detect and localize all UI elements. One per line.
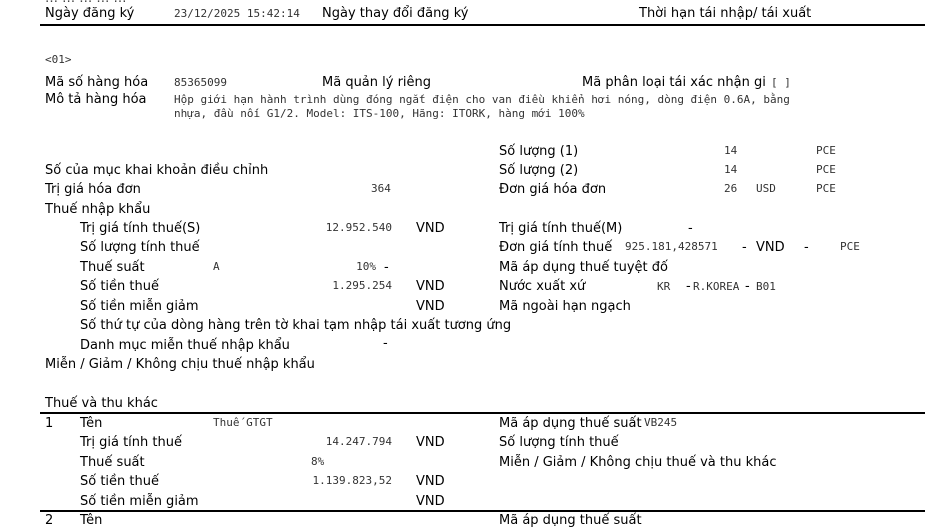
other-tax-divider — [40, 412, 925, 414]
invoice-unit-price-unit: PCE — [816, 182, 836, 195]
tax-name-value: Thuế GTGT — [213, 416, 273, 429]
origin-country-label: Nước xuất xứ — [499, 279, 586, 294]
description-label: Mô tả hàng hóa — [45, 92, 147, 107]
exempt-amount-label: Số tiền miễn giảm — [80, 299, 199, 314]
quantity-2-value: 14 — [724, 163, 738, 176]
registration-date-label: Ngày đăng ký — [45, 6, 135, 21]
quantity-1-unit: PCE — [816, 144, 836, 157]
reconfirm-code-label: Mã phân loại tái xác nhận gi — [582, 75, 766, 90]
other-exempt-amount-currency: VND — [416, 494, 445, 509]
other-tax-row-divider — [40, 510, 925, 512]
registration-date-value: 23/12/2025 15:42:14 — [174, 7, 300, 20]
absolute-tax-code-label: Mã áp dụng thuế tuyệt đố — [499, 260, 668, 275]
exemption-list-label: Danh mục miễn thuế nhập khẩu — [80, 338, 290, 353]
tax-rate-code: A — [213, 260, 220, 273]
description-line-1: Hộp giới hạn hành trình dùng đóng ngắt điện cho van điều khiển hơi nóng, dòng điện 0.6A, bằng — [174, 93, 790, 106]
tax-rate-label: Thuế suất — [80, 260, 145, 275]
taxable-value-m-label: Trị giá tính thuế(M) — [499, 221, 623, 236]
adjustment-item-label: Số của mục khai khoản điều chỉnh — [45, 163, 269, 178]
quantity-1-value: 14 — [724, 144, 738, 157]
other-tax-amount-value: 1.139.823,52 — [312, 474, 392, 487]
taxable-value-s: 12.952.540 — [325, 221, 392, 234]
other-exempt-amount-label: Số tiền miễn giảm — [80, 494, 199, 509]
origin-country-name: R.KOREA — [693, 280, 740, 293]
exemption-list-value: - — [383, 336, 388, 351]
taxable-value-m: - — [688, 221, 693, 236]
row-2-tax-name-label: Tên — [80, 513, 103, 528]
origin-code-2: B01 — [756, 280, 776, 293]
tax-unit-price-value: 925.181,428571 — [625, 240, 718, 253]
hs-code-label: Mã số hàng hóa — [45, 75, 149, 90]
tax-unit-price-separator-1: - — [742, 240, 747, 255]
tax-amount-label: Số tiền thuế — [80, 279, 159, 294]
tax-name-label: Tên — [80, 416, 103, 431]
tax-amount-value: 1.295.254 — [332, 279, 392, 292]
origin-separator-1: - — [686, 279, 691, 294]
tax-unit-price-unit: PCE — [840, 240, 860, 253]
tax-unit-price-label: Đơn giá tính thuế — [499, 240, 613, 255]
out-of-quota-code-label: Mã ngoài hạn ngạch — [499, 299, 631, 314]
tax-amount-currency: VND — [416, 279, 445, 294]
reconfirm-code-value: [ ] — [771, 76, 791, 89]
other-taxable-value-label: Trị giá tính thuế — [80, 435, 182, 450]
row-2-rate-apply-code-label: Mã áp dụng thuế suất — [499, 513, 642, 528]
other-tax-waiver-label: Miễn / Giảm / Không chịu thuế và thu khác — [499, 455, 777, 470]
tax-unit-price-separator-2: - — [804, 240, 809, 255]
quantity-1-label: Số lượng (1) — [499, 144, 579, 159]
invoice-unit-price-label: Đơn giá hóa đơn — [499, 182, 607, 197]
other-tax-row-2-index: 2 — [45, 513, 54, 528]
invoice-unit-price-currency: USD — [756, 182, 776, 195]
other-tax-rate-value: 8% — [311, 455, 325, 468]
other-tax-rate-label: Thuế suất — [80, 455, 145, 470]
rate-apply-code-value: VB245 — [644, 416, 678, 429]
tax-rate-dash: - — [384, 260, 389, 275]
other-tax-amount-label: Số tiền thuế — [80, 474, 159, 489]
tax-rate-value: 10% — [356, 260, 376, 273]
other-taxable-quantity-label: Số lượng tính thuế — [499, 435, 619, 450]
other-tax-section-label: Thuế và thu khác — [45, 396, 158, 411]
tax-unit-price-currency: VND — [756, 240, 785, 255]
invoice-value-label: Trị giá hóa đơn — [45, 182, 141, 197]
rate-apply-code-label: Mã áp dụng thuế suất — [499, 416, 642, 431]
other-tax-row-1-index: 1 — [45, 416, 54, 431]
origin-separator-2: - — [745, 279, 750, 294]
invoice-unit-price-value: 26 — [724, 182, 738, 195]
taxable-value-s-currency: VND — [416, 221, 445, 236]
other-taxable-value: 14.247.794 — [325, 435, 392, 448]
own-management-code-label: Mã quản lý riêng — [322, 75, 432, 90]
origin-country-code: KR — [657, 280, 671, 293]
taxable-quantity-label: Số lượng tính thuế — [80, 240, 200, 255]
other-tax-amount-currency: VND — [416, 474, 445, 489]
import-tax-waiver-label: Miễn / Giảm / Không chịu thuế nhập khẩu — [45, 357, 315, 372]
item-index: <01> — [45, 53, 72, 66]
invoice-value: 364 — [371, 182, 391, 195]
change-registration-label: Ngày thay đổi đăng ký — [322, 6, 469, 21]
import-tax-section-label: Thuế nhập khẩu — [45, 202, 151, 217]
hs-code-value: 85365099 — [174, 76, 227, 89]
quantity-2-unit: PCE — [816, 163, 836, 176]
other-taxable-currency: VND — [416, 435, 445, 450]
temporary-import-line-ref-label: Số thứ tự của dòng hàng trên tờ khai tạm nhập tái xuất tương ứng — [80, 318, 512, 333]
quantity-2-label: Số lượng (2) — [499, 163, 579, 178]
exempt-amount-currency: VND — [416, 299, 445, 314]
taxable-value-s-label: Trị giá tính thuế(S) — [80, 221, 201, 236]
description-line-2: nhựa, đầu nối G1/2. Model: ITS-100, Hãng: ITORK, hàng mới 100% — [174, 107, 585, 120]
reexport-deadline-label: Thời hạn tái nhập/ tái xuất — [639, 6, 812, 21]
header-divider — [40, 24, 925, 26]
